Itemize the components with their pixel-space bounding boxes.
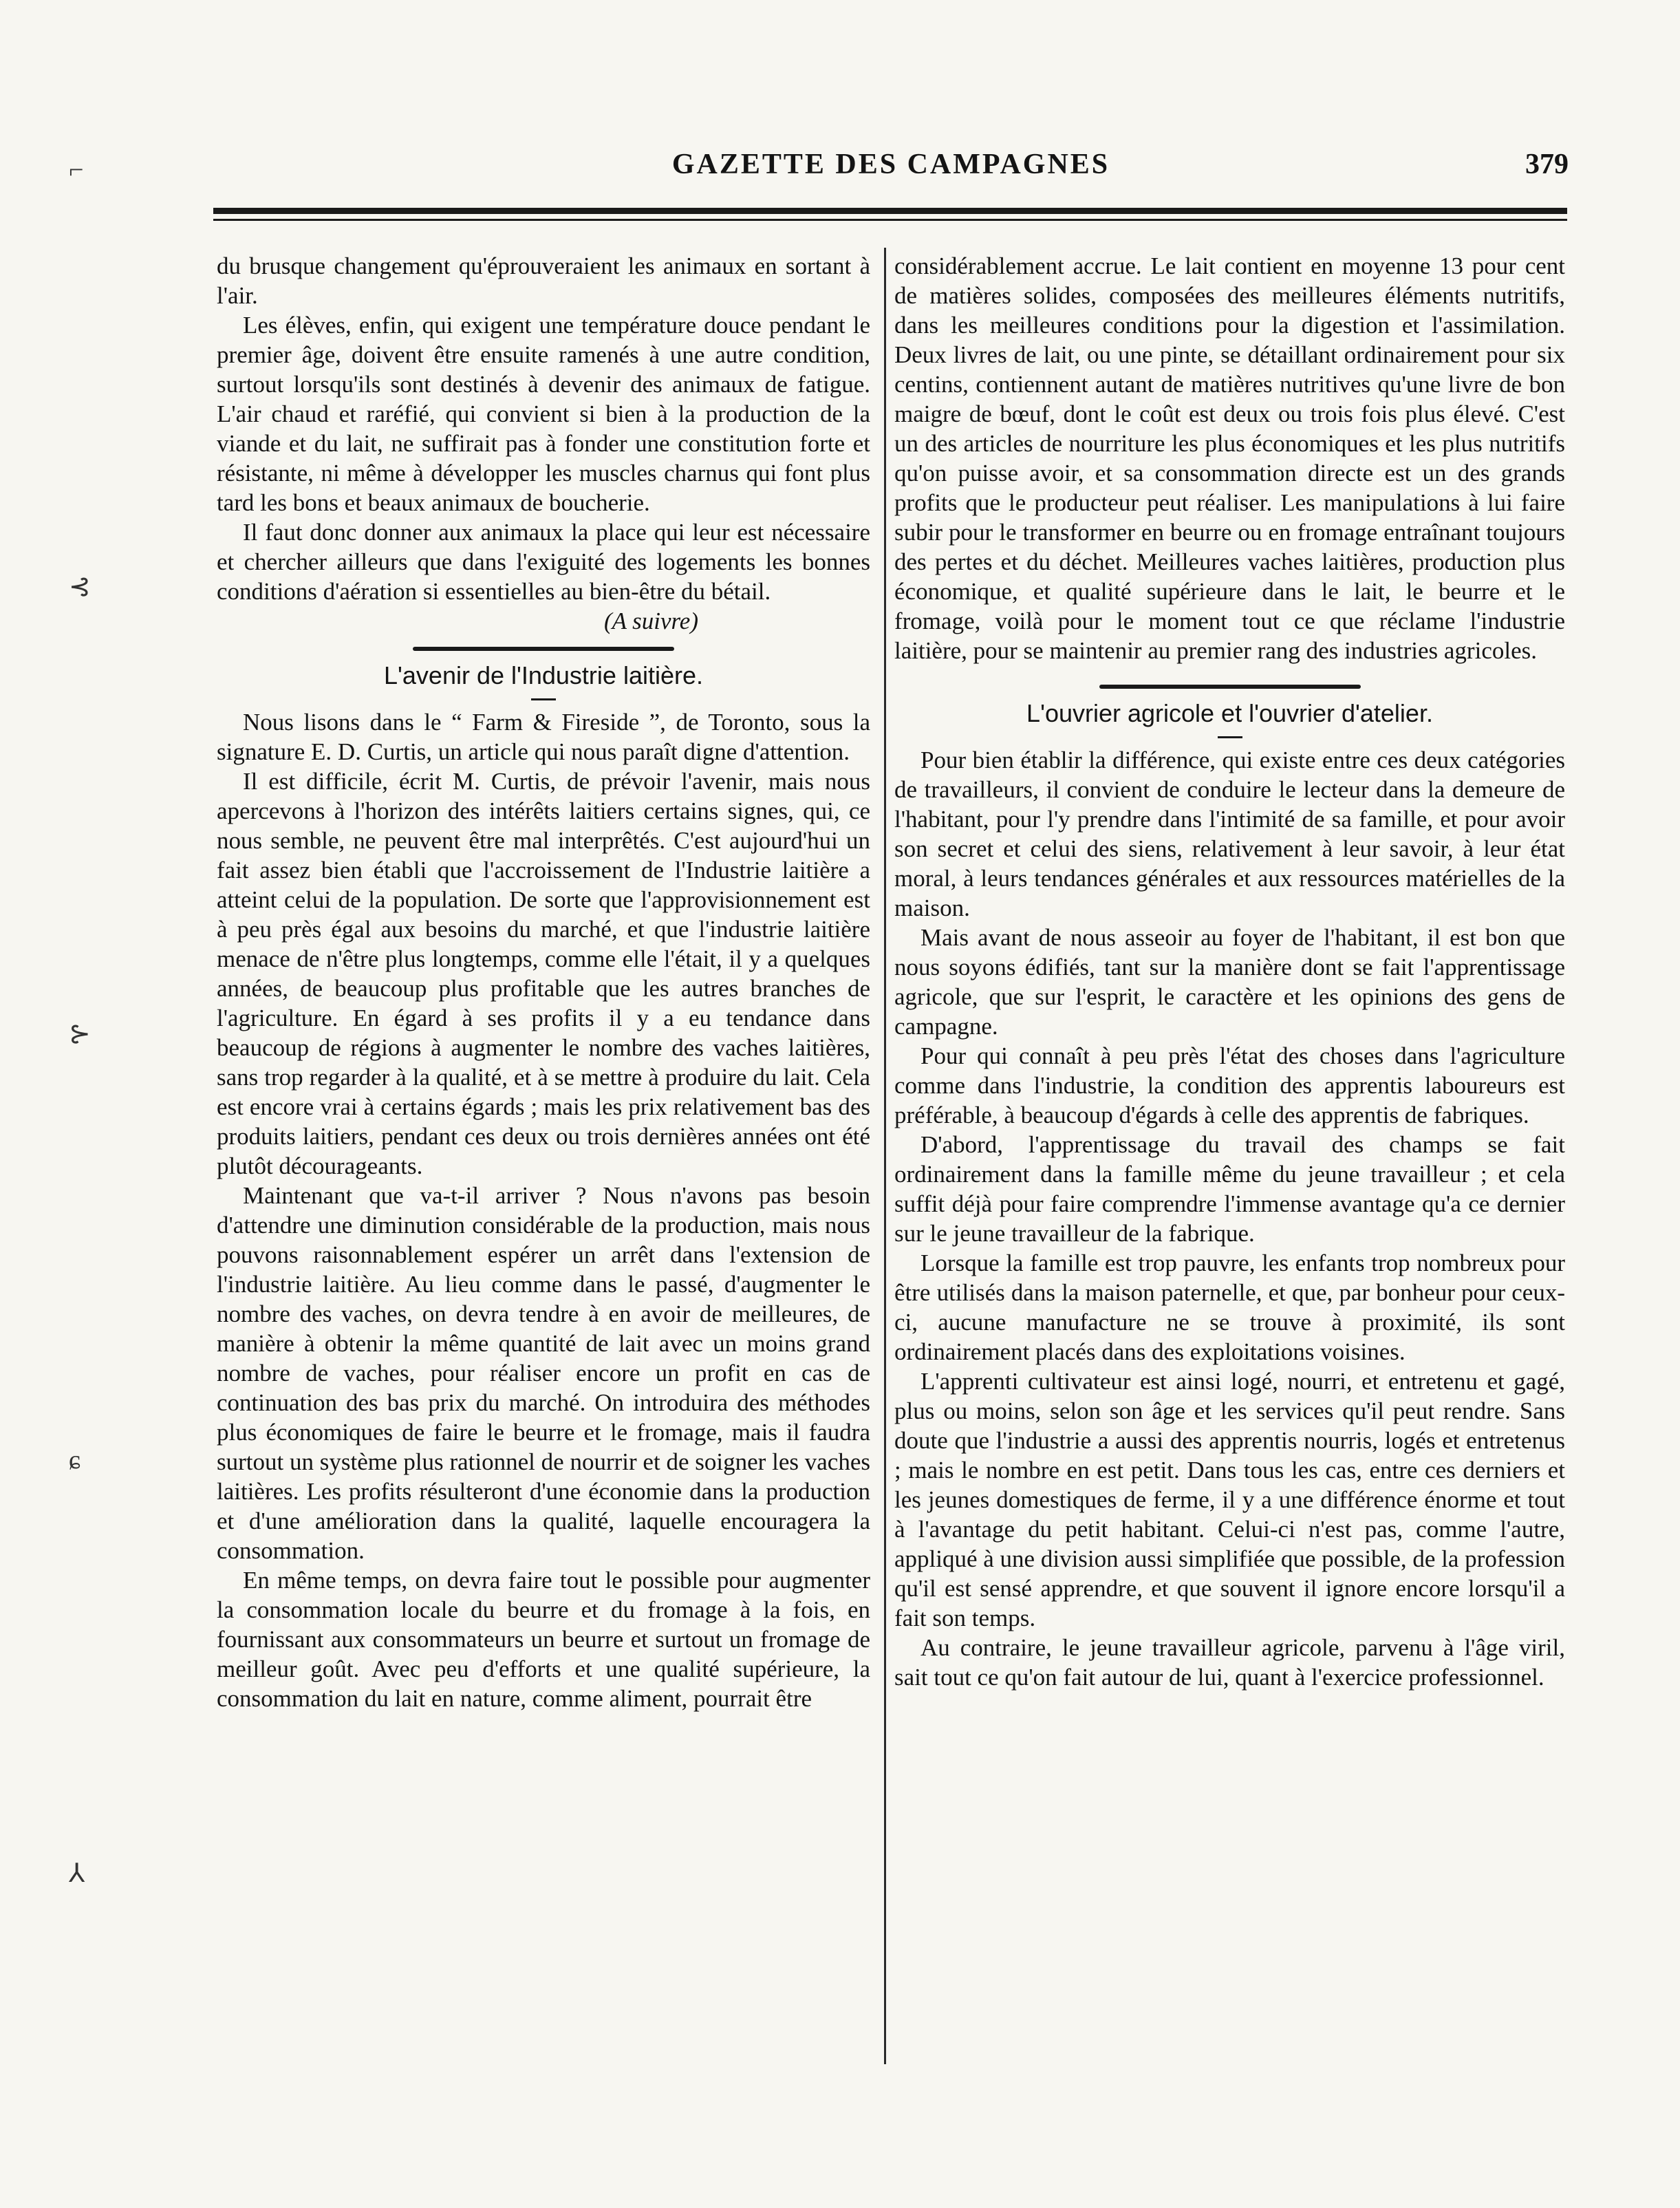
- margin-mark: ⊱: [69, 1020, 91, 1049]
- paragraph: considérablement accrue. Le lait contient en moyenne 13 pour cent de matières solides, composées des meilleures éléments nutritifs, dans les meilleures conditions pour la digestion et l'assimilation. Deux livres de lait, ou une pinte, se détaillant ordinairement pour six centins, contiennent autant de matières nutritives qu'une livre de bon maigre de bœuf, dont le coût est deux ou trois fois plus élevé. C'est un des articles de nourriture les plus économiques et les plus nutritifs qu'on puisse avoir, et sa consommation directe est un des grands profits que le producteur peut réaliser. Les manipulations à lui faire subir pour le transformer en beurre ou en fromage entraînant toujours des pertes et du déchet. Meilleures vaches laitières, production plus économique, et qualité supérieure dans le lait, le beurre et le fromage, voilà pour le moment tout ce que réclame l'industrie laitière, pour se maintenir au premier rang des industries agricoles.: [894, 253, 1565, 664]
- paragraph: Les élèves, enfin, qui exigent une température douce pendant le premier âge, doivent être ensuite ramenés à une autre condition, surtout lorsqu'ils sont destinés à devenir des animaux de fatigue. L'air chaud et raréfié, qui convient si bien à la production de la viande et du lait, ne suffirait pas à fonder une constitution forte et résistante, ni même à développer les muscles charnus qui font plus tard les bons et beaux animaux de boucherie.: [217, 312, 870, 516]
- right-column: [894, 251, 1565, 1692]
- section-divider: [413, 647, 674, 651]
- margin-mark: ⌐: [69, 156, 84, 184]
- paragraph: En même temps, on devra faire tout le possible pour augmenter la consommation locale du beurre et du fromage à la fois, en fournissant aux consommateurs un beurre et surtout un fromage de meilleur goût. Avec peu d'efforts et une qualité supérieure, la consommation du lait en nature, comme aliment, pourrait être: [217, 1567, 870, 1712]
- section-divider: [1099, 685, 1361, 689]
- paragraph: D'abord, l'apprentissage du travail des champs se fait ordinairement dans la famille même du jeune travailleur ; et cela suffit déjà pour faire comprendre l'immense avantage qu'a ce dernier sur le jeune travailleur de la fabrique.: [894, 1131, 1565, 1247]
- page-number: 379: [1525, 149, 1569, 180]
- section-title: L'avenir de l'Industrie laitière.: [384, 661, 703, 689]
- header-rule-thick: [213, 208, 1567, 214]
- paragraph: Maintenant que va-t-il arriver ? Nous n'avons pas besoin d'attendre une diminution considérable de la production, mais nous pouvons raisonnablement espérer un arrêt dans l'extension de l'industrie laitière. Au lieu comme dans le passé, d'augmenter le nombre des vaches, on devra tendre à en avoir de meilleures, de manière à obtenir la même quantité de lait avec un moins grand nombre de vaches, pour réaliser encore un profit en cas de continuation des bas prix du marché. On introduira des méthodes plus économiques de faire le beurre et le fromage, mais il faudra surtout un système plus rationnel de nourrir et de soigner les vaches laitières. Les profits résulteront d'une économie dans la production et d'une amélioration dans la qualité, laquelle encouragera la consommation.: [217, 1182, 870, 1564]
- newspaper-title: GAZETTE DES CAMPAGNES: [671, 149, 1110, 180]
- page-header: [213, 148, 1569, 189]
- paragraph: Au contraire, le jeune travailleur agricole, parvenu à l'âge viril, sait tout ce qu'on fait autour de lui, quant à l'exercice professionnel.: [894, 1634, 1565, 1691]
- paragraph: Pour bien établir la différence, qui existe entre ces deux catégories de travailleurs, il convient de conduire le lecteur dans la demeure de l'habitant, pour l'y prendre dans l'intimité de sa famille, et pour avoir son secret et celui des siens, relativement à leur savoir, à leur état moral, à leurs tendances générales et aux ressources matérielles de la maison.: [894, 747, 1565, 921]
- paragraph: L'apprenti cultivateur est ainsi logé, nourri, et entretenu et gagé, plus ou moins, selon son âge et les services qu'il peut rendre. Sans doute que l'industrie a aussi des apprentis nourris, logés et entretenus ; mais le nombre en est petit. Dans tous les cas, entre ces derniers et les jeunes domestiques de ferme, il y a une différence énorme et tout à l'avantage du petit habitant. Celui-ci n'est pas, comme l'autre, appliqué à une division aussi simplifiée que possible, de la profession qu'il est sensé apprendre, et que souvent il ignore encore lorsqu'il a fait son temps.: [894, 1368, 1565, 1631]
- left-column: [217, 251, 870, 1713]
- continuation-note: (A suivre): [603, 608, 698, 634]
- column-separator: [884, 248, 886, 2064]
- title-underline: [531, 698, 556, 700]
- paragraph: Il est difficile, écrit M. Curtis, de prévoir l'avenir, mais nous apercevons à l'horizon des intérêts laitiers certains signes, qui, ce nous semble, ne peuvent être mal interprêtés. C'est aujourd'hui un fait assez bien établi que l'accroissement de l'Industrie laitière a atteint celui de la population. De sorte que l'approvisionnement est à peu près égal aux besoins du marché, et que l'industrie laitière menace de n'être plus longtemps, comme elle l'était, il y a quelques années, de beaucoup plus profitable que les autres branches de l'agriculture. En égard à ses profits il y a eu tendance dans beaucoup de régions à augmenter le nombre des vaches laitières, sans trop regarder à la qualité, et à se mettre à produire du lait. Cela est encore vrai à certains égards ; mais les prix relativement bas des produits laitiers, pendant ces deux ou trois dernières années ont été plutôt décourageants.: [217, 768, 870, 1179]
- paragraph: du brusque changement qu'éprouveraient les animaux en sortant à l'air.: [217, 253, 870, 309]
- margin-mark: ɕ: [69, 1446, 80, 1475]
- header-rule-thin: [213, 219, 1567, 221]
- section-title: L'ouvrier agricole et l'ouvrier d'atelier.: [1026, 699, 1433, 727]
- paragraph: Nous lisons dans le “ Farm & Fireside ”, de Toronto, sous la signature E. D. Curtis, un article qui nous paraît digne d'attention.: [217, 709, 870, 765]
- paragraph: Il faut donc donner aux animaux la place qui leur est nécessaire et chercher ailleurs que dans l'exiguité des logements les bonnes conditions d'aération si essentielles au bien-être du bétail.: [217, 519, 870, 605]
- paragraph: Pour qui connaît à peu près l'état des choses dans l'agriculture comme dans l'industrie, la condition des apprentis laboureurs est préférable, à beaucoup d'égards à celle des apprentis de fabriques.: [894, 1042, 1565, 1128]
- margin-mark: ⊰: [69, 572, 91, 601]
- paragraph: Mais avant de nous asseoir au foyer de l'habitant, il est bon que nous soyons édifiés, tant sur la manière dont se fait l'apprentissage agricole, que sur l'esprit, le caractère et les opinions des gens de campagne.: [894, 924, 1565, 1040]
- paragraph: Lorsque la famille est trop pauvre, les enfants trop nombreux pour être utilisés dans la maison paternelle, et que, par bonheur pour ceux-ci, aucune manufacture ne se trouve à proximité, ils sont ordinairement placés dans des exploitations voisines.: [894, 1250, 1565, 1365]
- margin-mark: ⅄: [69, 1859, 85, 1888]
- title-underline: [1218, 736, 1242, 738]
